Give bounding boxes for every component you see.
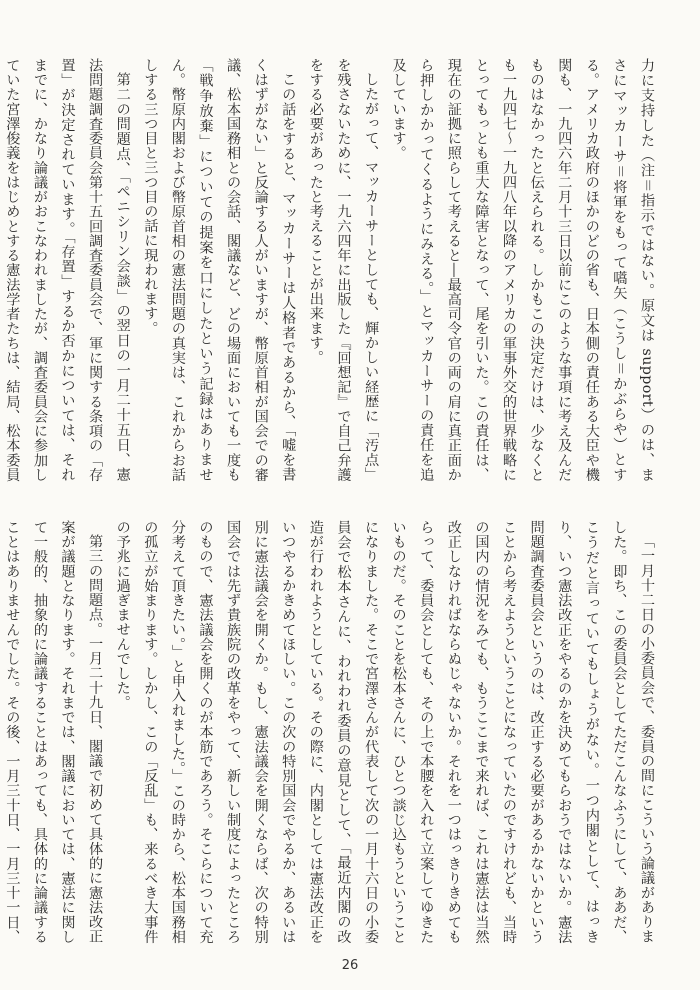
paragraph: 「一月十二日の小委員会で、委員の間にこういう論議がありました。即ち、この委員会としてただこんなふうにして、ああだ、こうだと言っていてもしょうがない。一つ内閣として、はっきり、いつ憲法改正をやるのかを決めてもらおうではないか。憲法問題調査委員会というのは、改正する必要があるかないかということから考えようということになっていたのですけれども、当時の国内の情況をみても、もうここまで来れば、これは憲法は当然改正しなければならぬじゃないか。それを一つはっきりきめてもらって、委員会としても、その上で本腰を入れて立案してゆきたいものだ。そのことを松本さんに、ひとつ談じ込もうということになりました。そこで宮澤さんが代表して次の一月十六日の小委員会で松本さんに、われわれ委員の意見として、「最近内閣の改造が行われようとしている。その際に、内閣としては憲法改正をいつやるかきめてほしい。この次の特別国会でやるか、あるいは別に憲法議会を開くか。もし、憲法議会を開くならば、次の特別国会では先ず貴族院の改革をやって、新しい制度によったところのもので、憲法議会を開くのが本筋であろう。そこらについて充分考えて頂きたい。」と申入れました。」この時から、松本国務相の孤立が始まります。しかし、この「反乱」も、来るべき大事件の予兆に過ぎませんでした。 (114, 520, 655, 944)
paragraph: 力に支持した（注＝指示ではない。原文は support）のは、まさにマッカーサ＝将軍をもって嚆矢（こうし＝かぶらや）とする。アメリカ政府のほかのどの省も、日本側の責任ある大臣や機関も、一九四六年二月十三日以前にこのような事項に考え及んだものはなかったと伝えられる。しかもこの決定だけは、少なくとも一九四七～一九四八年以降のアメリカの軍事外交的世界戦略にとってもっとも重大な障害となって、尾を引いた。この責任は、現在の証拠に照らして考えると―最高司令官の両の肩に真正面から押しかかってくるようにみえる。」とマッカーサーの責任を追及しています。 (390, 58, 655, 482)
paragraph: この話をすると、マッカーサーは人格者であるから、「嘘を書くはずがない」と反論する人がいますが、幣原首相が国会での審議、松本国務相との会話、閣議など、どの場面においても一度も「戦争放棄」についての提案を口にしたという記録はありません。幣原内閣および幣原首相の憲法問題の真実は、これからお話しする三つ目と三つ目の話に現われます。 (142, 58, 297, 482)
paragraph: したがって、マッカーサーとしても、輝かしい経歴に「汚点」を残さないために、一九六四年に出版した『回想記』で自己弁護をする必要があったと考えることが出来ます。 (307, 58, 380, 482)
page-number: 26 (341, 958, 359, 973)
paragraph: 第三の問題点。一月二十九日、閣議で初めて具体的に憲法改正案が議題となります。それまでは、閣議においては、憲法に関して一般的、抽象的に論議することはあっても、具体的に論議することはありませんでした。その後、一月三十日、一月三十一日、 (4, 520, 104, 944)
paragraph: 第二の問題点、「ペニシリン会談」の翌日の一月二十五日、憲法問題調査委員会第十五回調査委員会で、軍に関する条項の「存置」が決定されています。「存置」するか否かについては、それまでに、かなり論議がおこなわれましたが、調査委員会に参加していた宮澤俊義をはじめとする憲法学者たちは、結局、松本委員 (4, 58, 131, 482)
top-text-section (4, 58, 660, 482)
bottom-text-section (4, 520, 660, 944)
